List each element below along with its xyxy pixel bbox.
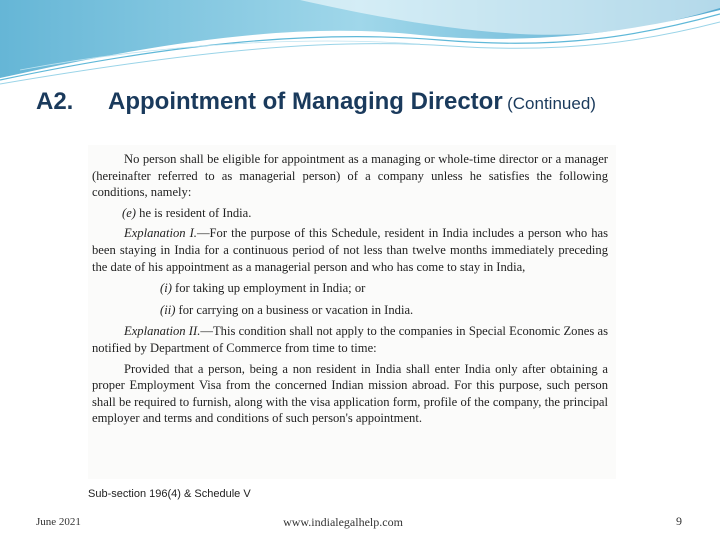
header-wave-decoration	[0, 0, 720, 90]
explanation-1-text: —For the purpose of this Schedule, resident in India includes a person who has been staying in India for a continuous period of not less than twelve months immediately preceding the date of his appointment as a managerial person and who has come to stay in India,	[92, 226, 608, 274]
condition-marker: (e)	[122, 205, 136, 220]
sub-item-i	[92, 280, 608, 297]
intro-paragraph: No person shall be eligible for appointment as a managing or whole-time director or a manager (hereinafter referred to as managerial person) of a company unless he satisfies the following conditions, namely:	[92, 152, 608, 200]
explanation-2	[92, 323, 608, 356]
condition-text: he is resident of India.	[139, 205, 252, 220]
condition-e	[92, 205, 608, 222]
explanation-2-text: —This condition shall not apply to the companies in Special Economic Zones as notified by Department of Commerce from time to time:	[92, 324, 609, 355]
sub-item-ii	[92, 302, 608, 319]
explanation-1-label: Explanation I.	[124, 226, 197, 241]
sub-i-text: for taking up employment in India; or	[175, 281, 366, 296]
explanation-2-label: Explanation II.	[124, 324, 201, 339]
footer-date: June 2021	[36, 516, 81, 528]
page-number: 9	[676, 514, 682, 528]
footer-website: www.indialegalhelp.com	[283, 515, 403, 529]
slide-title	[36, 88, 706, 116]
proviso-paragraph: Provided that a person, being a non resident in India shall enter India only after obtaining a proper Employment Visa from the concerned Indian mission abroad. For this purpose, such person shall be required to furnish, along with the visa application form, profile of the company, the principal employer and terms and conditions of such person's appointment.	[92, 361, 608, 426]
sub-i-marker: (i)	[160, 281, 172, 296]
sub-ii-text: for carrying on a business or vacation in India.	[178, 302, 414, 317]
scanned-statute-excerpt	[88, 145, 616, 479]
explanation-1	[92, 225, 608, 275]
source-caption: Sub-section 196(4) & Schedule V	[88, 488, 251, 500]
title-number: A2.	[36, 88, 74, 115]
title-text: Appointment of Managing Director	[108, 88, 503, 115]
sub-ii-marker: (ii)	[160, 302, 176, 317]
title-suffix: (Continued)	[507, 94, 596, 113]
